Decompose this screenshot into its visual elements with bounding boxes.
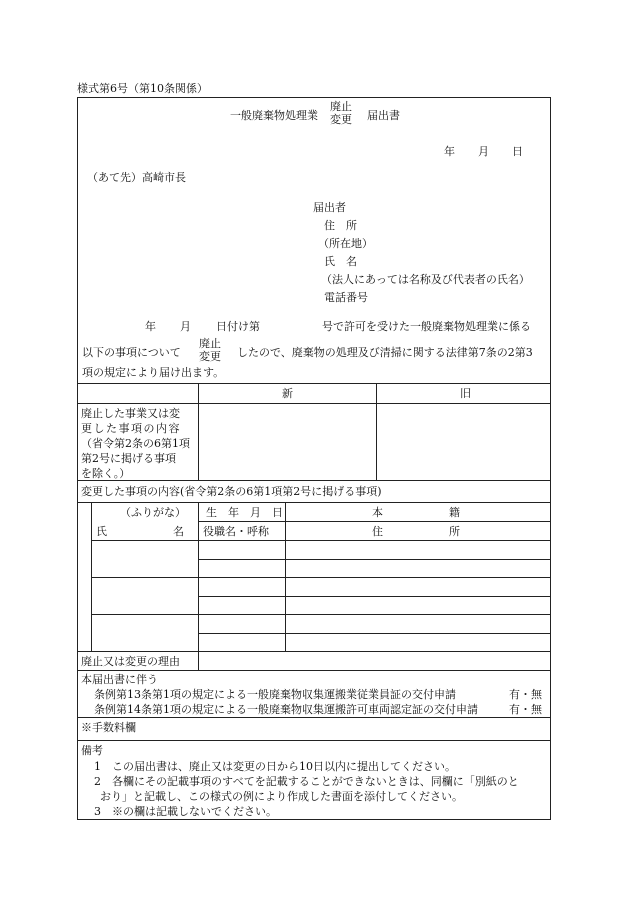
reason-field[interactable] (199, 652, 550, 669)
note-3: 3 ※の欄は記載しないでください。 (94, 805, 277, 818)
notes-heading: 備考 (81, 744, 103, 757)
accompany-heading: 本届出書に伴う (81, 673, 158, 686)
accompany-line1-choice[interactable]: 有・無 (509, 688, 542, 701)
body-options (199, 337, 221, 363)
new-content-cell[interactable] (199, 404, 375, 479)
change-section-title: 変更した事項の内容(省令第2条の6第1項第2号に掲げる事項) (81, 485, 382, 498)
date-day: 日 (512, 145, 523, 158)
body-line2-start: 以下の事項について (82, 346, 181, 359)
accompany-line1: 条例第13条第1項の規定による一般廃棄物収集運搬業従業員証の交付申請 (94, 688, 456, 701)
accompany-line2: 条例第14条第1項の規定による一般廃棄物収集運搬許可車両認定証の交付申請 (94, 703, 478, 716)
title-suffix: 届出書 (367, 109, 400, 122)
applicant-heading: 届出者 (313, 201, 346, 214)
note-2b: おり」と記載し、この様式の例により作成した書面を添付してください。 (100, 790, 463, 803)
changed-content-label: 廃止した事業又は変 更した事項の内容 （省令第2条の6第1項 第2号に掲げる事項 を除く。） (81, 407, 190, 480)
header-old: 旧 (460, 387, 471, 400)
title-option-abolish: 廃止 (330, 100, 352, 113)
person-domicile-header: 本 籍 (372, 506, 460, 519)
note-2a: 2 各欄にその記載事項のすべてを記載することができないときは、同欄に「別紙のと (94, 775, 519, 788)
person-address-header: 住 所 (372, 525, 460, 538)
applicant-address: 住 所 (324, 219, 357, 232)
applicant-location: （所在地） (318, 237, 373, 250)
body-option-abolish: 廃止 (199, 337, 221, 350)
applicant-phone: 電話番号 (324, 291, 368, 304)
body-line3: 項の規定により届け出ます。 (82, 366, 225, 379)
note-1: 1 この届出書は、廃止又は変更の日から10日以内に提出してください。 (94, 760, 456, 773)
body-option-change: 変更 (199, 350, 221, 363)
accompany-line2-choice[interactable]: 有・無 (509, 703, 542, 716)
applicant-name: 氏 名 (324, 255, 357, 268)
reason-label: 廃止又は変更の理由 (81, 655, 180, 668)
body-dated: 日付け第 (216, 320, 260, 333)
date-month: 月 (478, 145, 489, 158)
title-options (330, 100, 352, 126)
body-line1-rest: 号で許可を受けた一般廃棄物処理業に係る (322, 320, 531, 333)
person-position-header: 役職名・呼称 (203, 525, 269, 538)
person-furigana: （ふりがな） (120, 506, 186, 519)
title-prefix: 一般廃棄物処理業 (230, 109, 318, 122)
form-number: 様式第6号（第10条関係） (77, 82, 208, 95)
body-line2-rest: したので、廃棄物の処理及び清掃に関する法律第7条の2第3 (237, 346, 533, 359)
person-birth-header: 生 年 月 日 (206, 506, 283, 519)
title-option-change: 変更 (330, 113, 352, 126)
fee-label: ※手数料欄 (81, 721, 136, 734)
addressee: （あて先）高崎市長 (87, 171, 186, 184)
body-month: 月 (180, 320, 191, 333)
header-new: 新 (282, 387, 293, 400)
date-year: 年 (444, 145, 455, 158)
applicant-corp-note: （法人にあっては名称及び代表者の氏名） (321, 273, 530, 286)
person-name-header: 氏 名 (96, 525, 184, 538)
body-year: 年 (145, 320, 156, 333)
old-content-cell[interactable] (377, 404, 550, 479)
